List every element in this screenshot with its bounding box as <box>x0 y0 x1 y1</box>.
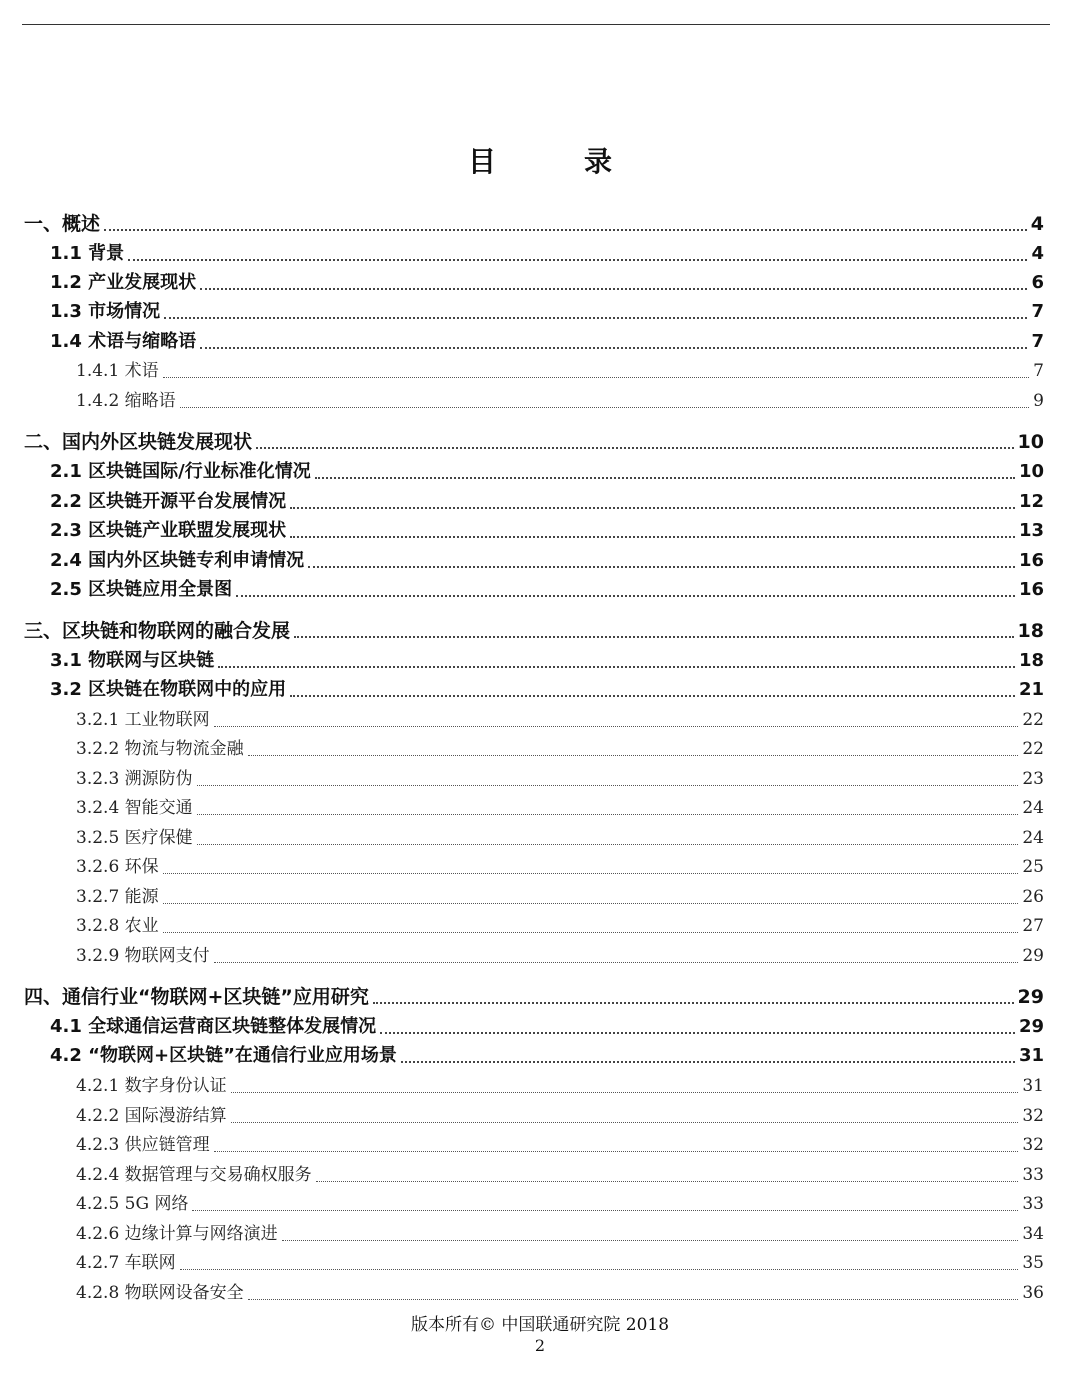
toc-entry-page: 6 <box>1031 272 1044 293</box>
toc-entry-page: 4 <box>1031 243 1044 264</box>
toc-entry-label: 三、区块链和物联网的融合发展 <box>24 620 291 642</box>
dot-leader <box>236 595 1015 597</box>
toc-entry-label: 3.1 物联网与区块链 <box>50 650 215 671</box>
toc-entry-label: 4.2.6 边缘计算与网络演进 <box>76 1224 278 1244</box>
toc-entry <box>76 824 1044 852</box>
toc-entry-label: 1.1 背景 <box>50 243 125 264</box>
toc-entry-page: 4 <box>1030 213 1044 235</box>
toc-entry-label: 2.4 国内外区块链专利申请情况 <box>50 550 305 571</box>
toc-entry-page: 10 <box>1017 431 1044 453</box>
toc-entry-label: 一、概述 <box>24 213 101 235</box>
toc-entry <box>76 1190 1044 1218</box>
toc-entry-page: 22 <box>1022 739 1044 759</box>
dot-leader <box>163 377 1030 378</box>
toc-entry <box>76 853 1044 881</box>
toc-entry-label: 四、通信行业“物联网+区块链”应用研究 <box>24 986 369 1008</box>
dot-leader <box>256 447 1014 449</box>
toc-entry <box>24 983 1044 1011</box>
page-number: 2 <box>534 1336 546 1355</box>
toc-entry-label: 3.2.4 智能交通 <box>76 798 193 818</box>
toc-entry <box>50 576 1044 604</box>
toc-entry <box>50 1013 1044 1041</box>
toc-entry <box>50 647 1044 675</box>
dot-leader <box>380 1032 1015 1034</box>
toc-entry <box>76 1072 1044 1100</box>
toc-entry <box>76 1220 1044 1248</box>
toc-entry <box>50 458 1044 486</box>
toc-entry-page: 10 <box>1018 461 1044 482</box>
toc-entry <box>76 1279 1044 1307</box>
dot-leader <box>214 726 1019 727</box>
toc-entry-page: 22 <box>1022 710 1044 730</box>
toc-entry-label: 3.2.8 农业 <box>76 916 159 936</box>
dot-leader <box>180 407 1030 408</box>
dot-leader <box>128 259 1027 261</box>
toc-entry-page: 34 <box>1022 1224 1044 1244</box>
toc-entry-label: 4.2.8 物联网设备安全 <box>76 1283 244 1303</box>
toc-entry-label: 4.2.4 数据管理与交易确权服务 <box>76 1165 312 1185</box>
dot-leader <box>163 903 1019 904</box>
toc-entry-label: 2.5 区块链应用全景图 <box>50 579 233 600</box>
toc-entry-label: 1.2 产业发展现状 <box>50 272 197 293</box>
dot-leader <box>104 229 1027 231</box>
toc-entry-page: 27 <box>1022 916 1044 936</box>
dot-leader <box>214 1151 1019 1152</box>
toc-entry-label: 1.4 术语与缩略语 <box>50 331 197 352</box>
toc-entry-page: 21 <box>1018 679 1044 700</box>
dot-leader <box>231 1092 1019 1093</box>
dot-leader <box>231 1122 1019 1123</box>
toc-entry-page: 7 <box>1031 331 1044 352</box>
toc-entry-label: 1.4.2 缩略语 <box>76 391 176 411</box>
dot-leader <box>248 755 1019 756</box>
dot-leader <box>308 566 1015 568</box>
toc-entry-page: 24 <box>1022 798 1044 818</box>
toc-entry-page: 29 <box>1022 946 1044 966</box>
copyright-footer: 版本所有© 中国联通研究院 2018 <box>410 1315 670 1335</box>
toc-entry-page: 31 <box>1022 1076 1044 1096</box>
dot-leader <box>200 347 1027 349</box>
toc-entry <box>50 676 1044 704</box>
dot-leader <box>218 666 1015 668</box>
toc-entry-label: 3.2.1 工业物联网 <box>76 710 210 730</box>
toc-entry-page: 29 <box>1018 1016 1044 1037</box>
toc-entry <box>76 794 1044 822</box>
toc-entry-label: 4.2.1 数字身份认证 <box>76 1076 227 1096</box>
dot-leader <box>197 785 1019 786</box>
toc-entry <box>50 547 1044 575</box>
toc-entry-page: 32 <box>1022 1106 1044 1126</box>
dot-leader <box>282 1240 1019 1241</box>
toc-entry <box>24 617 1044 645</box>
toc-entry-label: 4.2.7 车联网 <box>76 1253 176 1273</box>
toc-entry-page: 32 <box>1022 1135 1044 1155</box>
toc-entry <box>76 357 1044 385</box>
toc-entry-label: 2.2 区块链开源平台发展情况 <box>50 491 287 512</box>
toc-entry <box>50 298 1044 326</box>
dot-leader <box>294 636 1014 638</box>
toc-entry-page: 31 <box>1018 1045 1044 1066</box>
toc-entry-label: 1.4.1 术语 <box>76 361 159 381</box>
toc-entry <box>50 488 1044 516</box>
toc-entry <box>50 1042 1044 1070</box>
toc-entry-label: 3.2.9 物联网支付 <box>76 946 210 966</box>
dot-leader <box>164 317 1027 319</box>
dot-leader <box>180 1269 1019 1270</box>
toc-entry <box>76 1161 1044 1189</box>
toc-entry-page: 9 <box>1033 391 1044 411</box>
toc-entry-page: 12 <box>1018 491 1044 512</box>
toc-entry <box>76 883 1044 911</box>
toc-entry <box>76 387 1044 415</box>
toc-entry-page: 33 <box>1022 1194 1044 1214</box>
toc-entry <box>76 1249 1044 1277</box>
toc-entry-page: 24 <box>1022 828 1044 848</box>
dot-leader <box>290 695 1015 697</box>
dot-leader <box>290 507 1015 509</box>
toc-entry-page: 25 <box>1022 857 1044 877</box>
dot-leader <box>316 1181 1019 1182</box>
dot-leader <box>197 844 1019 845</box>
toc-entry-label: 3.2.7 能源 <box>76 887 159 907</box>
dot-leader <box>373 1002 1014 1004</box>
toc-entry <box>76 1131 1044 1159</box>
toc-entry-page: 26 <box>1022 887 1044 907</box>
dot-leader <box>197 814 1019 815</box>
toc-entry <box>50 240 1044 268</box>
toc-entry <box>76 706 1044 734</box>
dot-leader <box>248 1299 1019 1300</box>
toc-entry-label: 2.1 区块链国际/行业标准化情况 <box>50 461 311 482</box>
toc-entry-page: 13 <box>1018 520 1044 541</box>
toc-entry <box>50 517 1044 545</box>
toc-entry-page: 33 <box>1022 1165 1044 1185</box>
toc-entry-label: 1.3 市场情况 <box>50 301 161 322</box>
dot-leader <box>192 1210 1018 1211</box>
dot-leader <box>214 962 1019 963</box>
dot-leader <box>163 932 1019 933</box>
toc-entry-label: 4.2 “物联网+区块链”在通信行业应用场景 <box>50 1045 397 1066</box>
dot-leader <box>315 477 1015 479</box>
toc-entry <box>50 269 1044 297</box>
header-rule <box>22 24 1050 25</box>
toc-entry <box>50 328 1044 356</box>
toc-entry-label: 4.2.3 供应链管理 <box>76 1135 210 1155</box>
toc-entry <box>24 210 1044 238</box>
toc-entry-page: 18 <box>1018 650 1044 671</box>
toc-entry-label: 3.2 区块链在物联网中的应用 <box>50 679 287 700</box>
toc-entry-label: 3.2.3 溯源防伪 <box>76 769 193 789</box>
dot-leader <box>290 536 1015 538</box>
toc-entry-page: 35 <box>1022 1253 1044 1273</box>
dot-leader <box>401 1061 1015 1063</box>
toc-title: 目 录 <box>467 145 642 178</box>
toc-entry-label: 4.1 全球通信运营商区块链整体发展情况 <box>50 1016 377 1037</box>
toc-entry <box>24 428 1044 456</box>
toc-entry-label: 3.2.2 物流与物流金融 <box>76 739 244 759</box>
toc-entry-label: 4.2.5 5G 网络 <box>76 1194 189 1214</box>
toc-entry-page: 36 <box>1022 1283 1044 1303</box>
toc-entry-page: 16 <box>1018 579 1044 600</box>
toc-entry-label: 2.3 区块链产业联盟发展现状 <box>50 520 287 541</box>
toc-entry-page: 18 <box>1017 620 1044 642</box>
dot-leader <box>163 873 1019 874</box>
toc-entry-page: 29 <box>1017 986 1044 1008</box>
toc-entry-page: 7 <box>1031 301 1044 322</box>
toc-entry <box>76 942 1044 970</box>
toc-entry-page: 7 <box>1033 361 1044 381</box>
toc-entry-label: 二、国内外区块链发展现状 <box>24 431 253 453</box>
toc-entry-label: 4.2.2 国际漫游结算 <box>76 1106 227 1126</box>
toc-entry-page: 16 <box>1018 550 1044 571</box>
toc-entry <box>76 912 1044 940</box>
toc-entry-label: 3.2.5 医疗保健 <box>76 828 193 848</box>
toc-entry <box>76 735 1044 763</box>
toc-entry <box>76 765 1044 793</box>
toc-entry <box>76 1102 1044 1130</box>
toc-entry-page: 23 <box>1022 769 1044 789</box>
toc-entry-label: 3.2.6 环保 <box>76 857 159 877</box>
dot-leader <box>200 288 1027 290</box>
